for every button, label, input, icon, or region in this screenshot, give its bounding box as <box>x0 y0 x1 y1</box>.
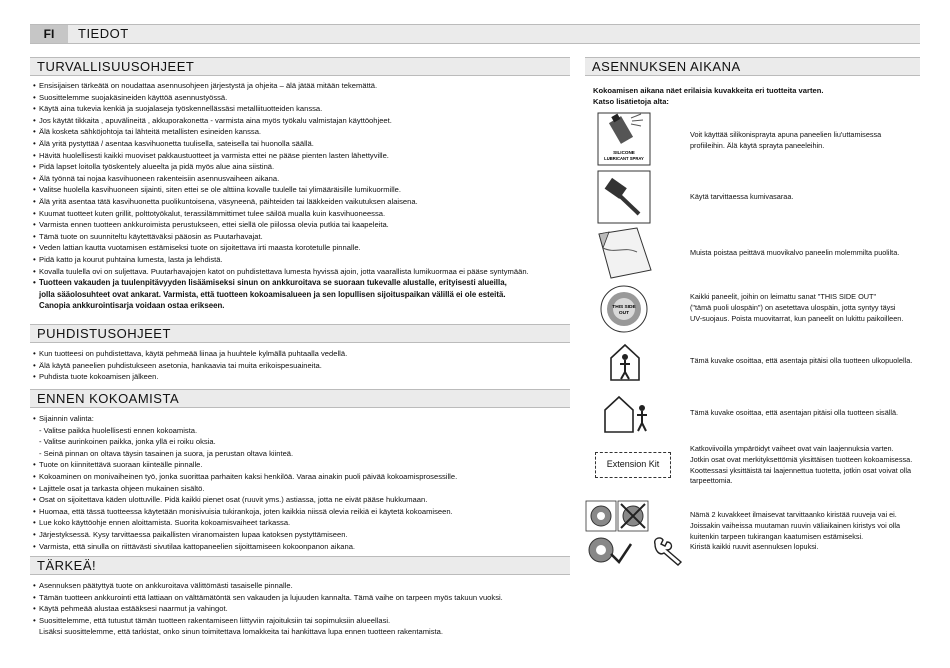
list-item: • Älä yritä asentaa tätä kasvihuonetta puolikuntoisena, väsyneenä, päihteiden tai lääkkeiden vaikutuksen alaisena. <box>33 196 563 208</box>
icon-description: Tämä kuvake osoittaa, että asentaja pitäisi olla tuotteen ulkopuolella. <box>690 356 913 365</box>
list-item: • Hävitä huolellisesti kaikki muoviset pakkaustuotteet ja varmista ettei ne pääse pienten lasten lähettyville. <box>33 150 563 162</box>
install-from-inside-icon <box>603 394 651 434</box>
icon-description: Kaikki paneelit, joihin on leimattu sanat "THIS SIDE OUT" ("tämä puoli ulospäin") on asetettava ulospäin, jotta syntyy täysi UV-suojaus. Poista muovitarrat, kun paneelit on lukittu paikoilleen. <box>690 292 904 323</box>
bold-warning-line: Canopia ankkurointisarja voidaan ostaa erikseen. <box>39 301 225 311</box>
list-item: • Kovalla tuulella ovi on suljettava. Puutarhavajojen katot on puhdistettava lumesta hyvissä ajoin, jotta vaarallista lumikuormaa ei pääse syntymään. <box>33 266 563 278</box>
list-item: • Lajittele osat ja tarkasta ohjeen mukainen sisältö. <box>33 483 563 495</box>
list-item: • Ensisijaisen tärkeätä on noudattaa asennusohjeen järjestystä ja ohjeita – älä jätää mitään tekemättä. <box>33 80 563 92</box>
list-item: • Tuote on kiinnitettävä suoraan kiinteälle pinnalle. <box>33 459 563 471</box>
bold-warning-line: • Tuotteen vakauden ja tuulenpitävyyden lisäämiseksi sinun on ankkuroitava se suoraan tukevalle alustalle, erityisesti alueilla, <box>33 277 563 289</box>
peel-film-icon <box>597 226 653 280</box>
important-list <box>33 580 563 638</box>
list-item: • Käytä aina tukevia kenkiä ja suojalaseja työskennellässäsi metalliituotteiden kanssa. <box>33 103 563 115</box>
list-item: • Älä yritä pystyttää / asentaa kasvihuonetta tuulisella, sateisella tai huonolla säällä. <box>33 138 563 150</box>
list-item: • Kokoaminen on monivaiheinen työ, jonka suorittaa parhaiten kaksi henkilöä. Varaa ainakin puoli päivää kokoamisprosessille. <box>33 471 563 483</box>
list-item: • Veden lattian kautta vuotamisen estämiseksi tuote on sijoitettava irti maasta korotetulle pinnalle. <box>33 242 563 254</box>
list-item: • Kuumat tuotteet kuten grillit, polttotyökalut, terassilämmittimet tulee säilöä mualla kuin kasvihuoneessa. <box>33 208 563 220</box>
this-side-out-icon <box>599 284 649 334</box>
safety-heading: TURVALLISUUSOHJEET <box>30 57 570 76</box>
list-item: • Pidä katto ja kourut puhtaina lumesta, lasta ja lehdistä. <box>33 254 563 266</box>
language-code: FI <box>30 25 68 43</box>
wrench-icon <box>651 536 685 566</box>
icon-description: Tämä kuvake osoittaa, että asentajan pitäisi olla tuotteen sisällä. <box>690 408 899 417</box>
top-header-bar <box>30 24 920 44</box>
list-item: • Asennuksen päätyttyä tuote on ankkuroitava välittömästi tasaiselle pinnalle. <box>33 580 563 592</box>
list-subitem: - Seinä pinnan on oltava täysin tasainen ja suora, ja perustan oltava kiinteä. <box>39 448 294 458</box>
before-assembly-heading: ENNEN KOKOAMISTA <box>30 389 570 408</box>
bold-warning-line: jolla sääolosuhteet ovat ankarat. Varmista, että tuotteen kokoamisalueen ja sen lopullisen sijoituspaikan välillä ei ole esteitä. <box>39 289 506 299</box>
safety-list <box>33 80 563 312</box>
list-item: • Sijainnin valinta: <box>33 413 563 425</box>
install-from-outside-icon <box>607 342 649 382</box>
during-assembly-heading: ASENNUKSEN AIKANA <box>585 57 920 76</box>
list-item: • Pidä lapset loitolla työskentely alueelta ja pidä myös alue aina siistinä. <box>33 161 563 173</box>
icon-row-extension-kit <box>585 442 920 494</box>
list-subitem: - Valitse paikka huolellisesti ennen kokoamista. <box>39 425 198 435</box>
icon-description: Katkoviivoilla ympäröidyt vaiheet ovat vain laajennuksia varten. Jotkin osat ovat merkityksettömiä yksittäisen tuotteen kokoamisessa. Koottessasi yksittäistä tai laajennettua tuotetta, jotkin osat voivat olla tarpeettomia. <box>690 444 913 486</box>
icon-row-mallet <box>585 170 920 226</box>
list-item: • Suosittelemme suojakäsineiden käyttöä asennustyössä. <box>33 92 563 104</box>
before-assembly-list <box>33 413 563 552</box>
svg-text:LUBRICANT SPRAY: LUBRICANT SPRAY <box>604 156 644 161</box>
list-item: • Osat on sijoitettava käden ulottuville. Pidä kaikki pienet osat (ruuvit yms.) astiassa, jotta ne eivät pääse hukkumaan. <box>33 494 563 506</box>
icon-description: Nämä 2 kuvakkeet ilmaisevat tarvittaanko kiristää ruuveja vai ei. Joissakin vaiheissa muutaman ruuvin väliaikainen kiristys voi olla kuitenkin tarpeen tukirangan kaatumisen estämiseksi. Kiristä kaikki ruuvit asennuksen lopuksi. <box>690 510 901 552</box>
list-item: • Varmista ennen tuotteen ankkuroimista perustukseen, ettei siellä ole piilossa olevia putkia tai kaapeleita. <box>33 219 563 231</box>
list-item: • Älä kosketa sähköjohtoja tai lähteitä metallisten esineiden kanssa. <box>33 126 563 138</box>
svg-text:THIS SIDE: THIS SIDE <box>612 305 636 310</box>
list-item: • Valitse huolella kasvihuoneen sijainti, siten ettei se ole alttiina kovalle tuulelle tai ylimääräisille lumikuormille. <box>33 184 563 196</box>
list-item: Lisäksi suosittelemme, että tarkistat, onko sinun toimitettava lomakkeita tai hankittava lupa ennen tuotteen rakentamista. <box>39 627 443 637</box>
list-item: • Älä käytä paneelien puhdistukseen asetonia, hankaavia tai muita erikoispesuaineita. <box>33 360 563 372</box>
list-subitem: - Valitse aurinkoinen paikka, jonka yllä ei roiku oksia. <box>39 437 216 447</box>
icon-row-this-side-out <box>585 282 920 342</box>
list-item: • Suosittelemme, että tutustut tämän tuotteen rakentamiseen liittyviin rajoituksiin tai sopimuksiin alueellasi. <box>33 615 563 627</box>
cleaning-heading: PUHDISTUSOHJEET <box>30 324 570 343</box>
extension-kit-icon: Extension Kit <box>595 452 671 478</box>
list-item: • Puhdista tuote kokoamisen jälkeen. <box>33 371 563 383</box>
icon-description: Käytä tarvittaessa kumivasaraa. <box>690 192 794 201</box>
list-item: • Lue koko käyttöohje ennen aloittamista. Suorita kokoamisvaiheet tarkassa. <box>33 517 563 529</box>
list-item: • Jos käytät tikkaita , apuvälineitä , akkuporakonetta - varmista aina myös työkalu valmistajan käyttöohjeet. <box>33 115 563 127</box>
list-item: • Huomaa, että tässä tuotteessa käytetään monisivuisia tukirankoja, joten kaikkia niissä olevia reikiä ei käytetä kokoamiseen. <box>33 506 563 518</box>
cleaning-list <box>33 348 563 383</box>
list-item: • Järjestyksessä. Kysy tarvittaessa paikallisten viranomaisten lupaa katoksen pystyttämiseen. <box>33 529 563 541</box>
list-item: • Tämä tuote on suunniteltu käytettäväksi pääosin as Puutarhavajat. <box>33 231 563 243</box>
list-item: • Varmista, että sinulla on riittävästi sivutilaa kattopaneelien sijoittamiseen kokoonpanon aikana. <box>33 541 563 553</box>
page-title: TIEDOT <box>78 26 129 41</box>
list-item: • Kun tuotteesi on puhdistettava, käytä pehmeää liinaa ja huuhtele kylmällä puhtaalla vedellä. <box>33 348 563 360</box>
list-item: • Tämän tuotteen ankkurointi että lattiaan on välttämätöntä sen vakauden ja lujuuden kannalta. Tämä vaihe on tarpeen myös takuun vuoksi. <box>33 592 563 604</box>
icon-row-outside <box>585 340 920 386</box>
list-item: • Käytä pehmeää alustaa estääksesi naarmut ja vahingot. <box>33 603 563 615</box>
silicone-spray-icon <box>597 112 651 166</box>
icon-row-inside <box>585 392 920 438</box>
important-heading: TÄRKEÄ! <box>30 556 570 575</box>
icon-row-spray <box>585 112 920 168</box>
icon-description: Muista poistaa peittävä muovikalvo paneelin molemmilta puolilta. <box>690 248 900 257</box>
icon-row-screws <box>585 500 920 572</box>
svg-text:SILICONE: SILICONE <box>613 150 635 155</box>
during-intro: Kokoamisen aikana näet erilaisia kuvakkeita eri tuotteita varten. Katso lisätietoja alta: <box>593 86 824 106</box>
icon-row-film <box>585 226 920 282</box>
svg-text:OUT: OUT <box>618 311 630 316</box>
tighten-screws-icon <box>585 500 649 570</box>
rubber-mallet-icon <box>597 170 651 224</box>
list-item: • Älä työnnä tai nojaa kasvihuoneen rakenteisiin asennusvaiheen aikana. <box>33 173 563 185</box>
icon-description: Voit käyttää silikonisprayta apuna paneelien liu'uttamisessa profiileihin. Älä käytä sprayta paneeleihin. <box>690 130 882 150</box>
